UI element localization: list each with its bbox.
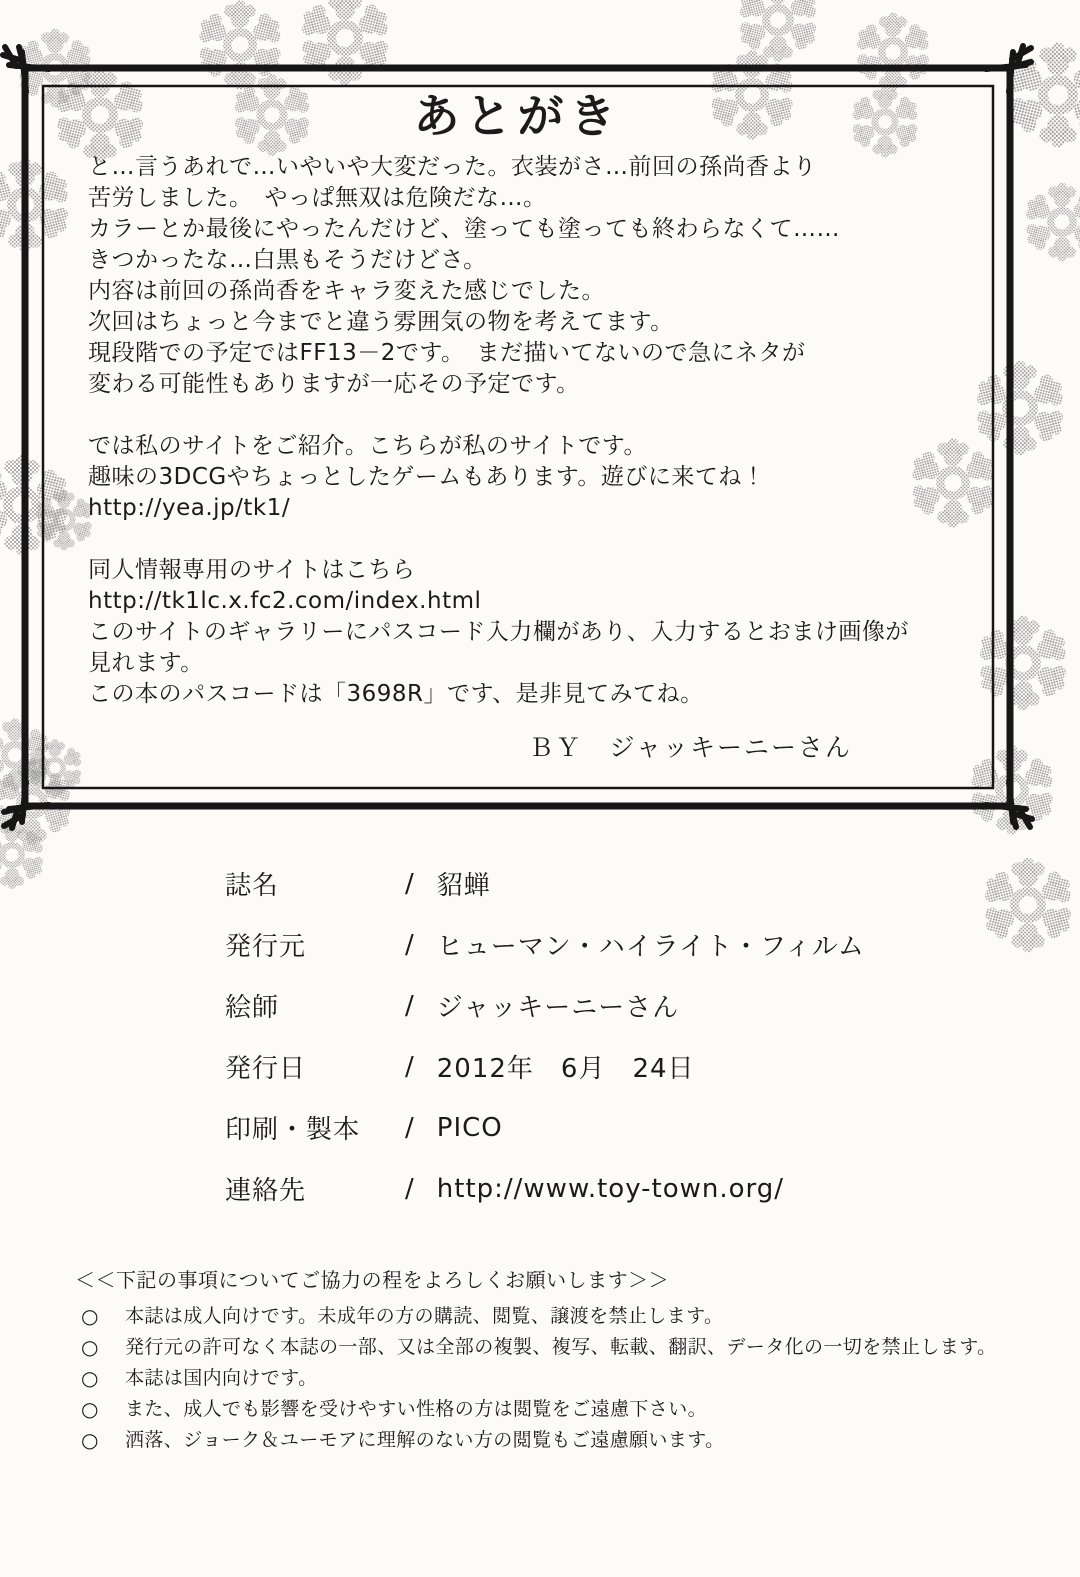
notice-item [75,1367,1045,1389]
colophon [225,853,1025,1219]
page-title: あとがき [413,89,622,143]
colophon-separator: / [405,929,415,960]
circle-bullet-icon: ○ [81,1304,99,1328]
snowflake-icon [974,616,1072,711]
author-byline: ＢＹ ジャッキーニーさん [528,733,852,762]
colophon-value: 貂蝉 [436,871,491,901]
afterword-line: きつかったな…白黒もそうだけどさ。 [88,247,487,273]
colophon-row-printer [225,1097,1025,1158]
notice-text: 本誌は国内向けです。 [125,1367,318,1389]
colophon-value: PICO [436,1112,503,1143]
colophon-value: ヒューマン・ハイライト・フィルム [436,932,865,962]
afterword-line: 内容は前回の孫尚香をキャラ変えた感じでした。 [88,278,605,304]
afterword-line: 現段階での予定ではFF13－2です。 まだ描いてないので急にネタが [88,340,806,366]
notice-text: 洒落、ジョーク＆ユーモアに理解のない方の閲覧もご遠慮願います。 [125,1429,725,1451]
afterword-line-blank [88,400,968,431]
circle-bullet-icon: ○ [81,1428,99,1452]
notices-heading: ＜＜下記の事項についてご協力の程をよろしくお願いします＞＞ [75,1268,670,1292]
colophon-contact-url: http://www.toy-town.org/ [436,1173,785,1204]
colophon-separator: / [405,868,415,899]
notice-item [75,1398,1045,1420]
afterword-line: 同人情報専用のサイトはこちら [88,557,416,583]
afterword-line: 見れます。 [88,650,204,676]
colophon-separator: / [405,1051,415,1082]
afterword-line-blank [88,524,968,555]
colophon-row-title [225,853,1025,914]
afterword-passcode-line: この本のパスコードは「3698R」です、是非見てみてね。 [88,681,704,707]
snowflake-icon [0,158,74,253]
circle-bullet-icon: ○ [81,1366,99,1390]
notice-text: 発行元の許可なく本誌の一部、又は全部の複製、複写、転載、翻訳、データ化の一切を禁止します。 [125,1336,997,1358]
colophon-row-date [225,1036,1025,1097]
colophon-value: ジャッキーニーさん [436,993,680,1023]
afterword-line: カラーとか最後にやったんだけど、塗っても塗っても終わらなくて…… [88,216,840,242]
colophon-separator: / [405,1173,415,1204]
snowflake-icon [971,361,1069,456]
colophon-row-contact [225,1158,1025,1219]
colophon-label: 発行日 [225,1054,307,1084]
circle-bullet-icon: ○ [81,1397,99,1421]
colophon-separator: / [405,990,415,1021]
afterword-site-url: http://yea.jp/tk1/ [88,495,291,521]
notices-section [75,1264,1045,1460]
afterword-line: では私のサイトをご紹介。こちらが私のサイトです。 [88,433,647,459]
colophon-label: 連絡先 [225,1176,307,1206]
colophon-label: 誌名 [225,871,280,901]
snowflake-icon [1021,183,1080,262]
afterword-doujin-site-url: http://tk1lc.x.fc2.com/index.html [88,588,482,614]
afterword-line: 次回はちょっと今までと違う雰囲気の物を考えてます。 [88,309,674,335]
afterword-line: と…言うあれで…いやいや大変だった。衣装がさ…前回の孫尚香より [88,154,817,180]
colophon-label: 絵師 [225,993,280,1023]
colophon-label: 印刷・製本 [225,1115,361,1145]
snowflake-icon [296,0,394,85]
notice-item [75,1429,1045,1451]
notice-item [75,1305,1045,1327]
colophon-row-publisher [225,914,1025,975]
snowflake-icon [734,0,822,62]
colophon-row-artist [225,975,1025,1036]
circle-bullet-icon: ○ [81,1335,99,1359]
afterword-line: 変わる可能性もありますが一応その予定です。 [88,371,580,397]
notice-text: また、成人でも影響を受けやすい性格の方は閲覧をご遠慮下さい。 [125,1398,708,1420]
notice-text: 本誌は成人向けです。未成年の方の購読、閲覧、譲渡を禁止します。 [125,1305,724,1327]
afterword-body [88,152,968,710]
colophon-separator: / [405,1112,415,1143]
colophon-label: 発行元 [225,932,307,962]
afterword-line: このサイトのギャラリーにパスコード入力欄があり、入力するとおまけ画像が [88,619,909,645]
colophon-value: 2012年 6月 24日 [436,1054,695,1084]
afterword-line: 趣味の3DCGやちょっとしたゲームもあります。遊びに来てね！ [88,464,766,490]
afterword-line: 苦労しました。 やっぱ無双は危険だな…。 [88,185,547,211]
notice-item [75,1336,1045,1358]
